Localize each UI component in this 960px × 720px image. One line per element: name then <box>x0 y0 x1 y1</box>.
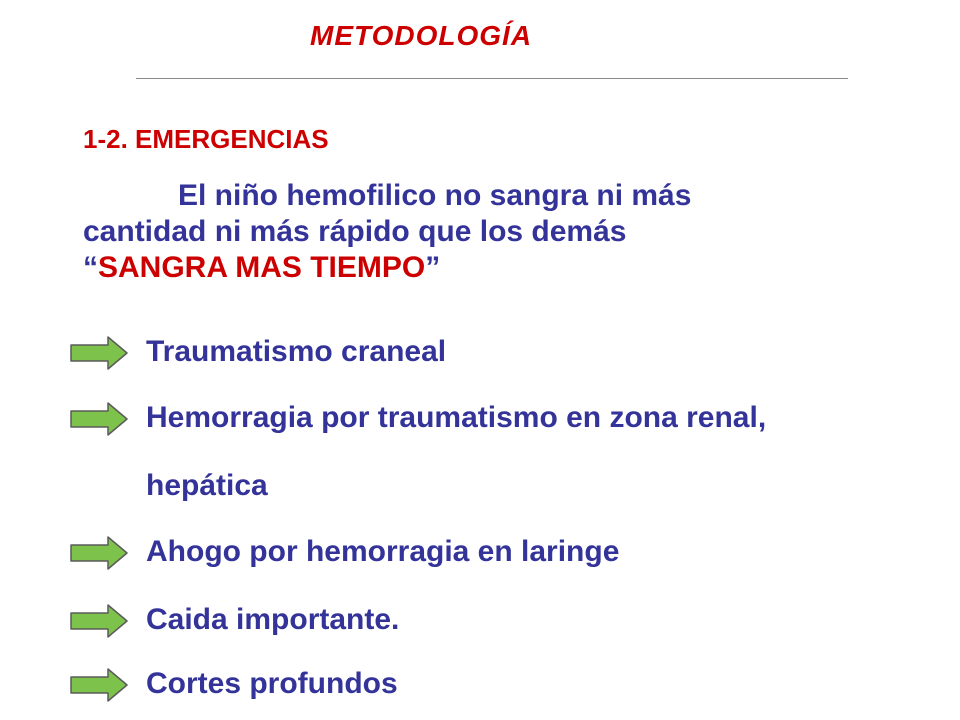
right-arrow-icon <box>70 668 128 702</box>
bullet-text: Ahogo por hemorragia en laringe <box>146 535 620 568</box>
slide-title: METODOLOGÍA <box>310 20 533 51</box>
right-arrow-icon <box>70 536 128 570</box>
right-arrow-icon <box>70 604 128 638</box>
intro-line-2: cantidad ni más rápido que los demás <box>83 215 627 248</box>
section-heading: 1-2. EMERGENCIAS <box>83 124 329 154</box>
intro-open-quote: “ <box>83 251 98 284</box>
bullet-text: Cortes profundos <box>146 667 398 700</box>
intro-close-quote: ” <box>425 251 441 284</box>
right-arrow-icon <box>70 402 128 436</box>
bullet-text: Traumatismo craneal <box>146 335 447 368</box>
bullet-continuation: hepática <box>146 469 268 502</box>
intro-emphasis: SANGRA MAS TIEMPO <box>98 251 426 284</box>
right-arrow-icon <box>70 336 128 370</box>
intro-line-1: El niño hemofilico no sangra ni más <box>178 179 692 212</box>
bullet-text: Hemorragia por traumatismo en zona renal, <box>146 401 767 434</box>
bullet-text: Caida importante. <box>146 603 400 636</box>
